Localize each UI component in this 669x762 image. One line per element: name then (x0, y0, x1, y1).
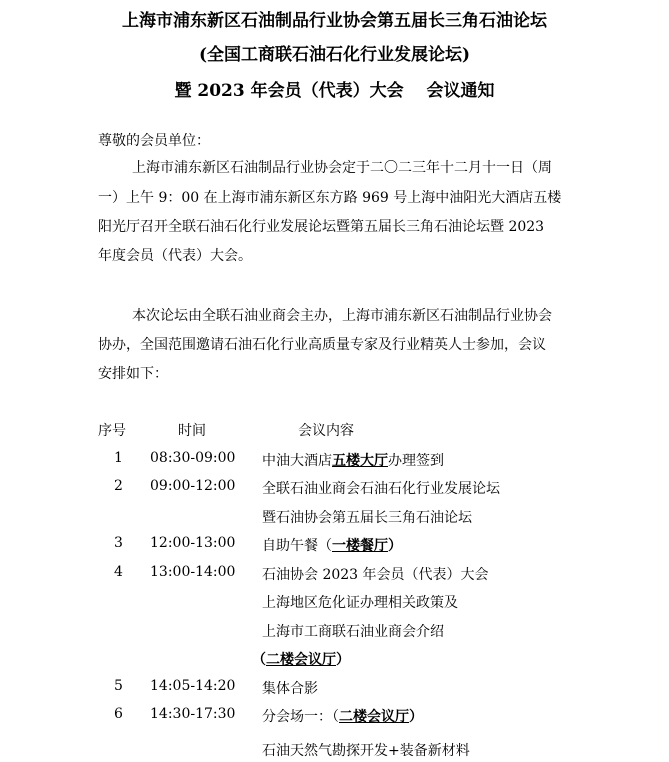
schedule-row6-venue: 二楼会议厅 (339, 709, 409, 725)
schedule-row1-post: 办理签到 (388, 453, 444, 469)
schedule-row4-venue-pre: （ (252, 652, 266, 668)
schedule-row4-venue-post: ） (336, 652, 350, 668)
schedule-header-content: 会议内容 (298, 423, 354, 439)
schedule-header-time: 时间 (178, 423, 206, 439)
schedule-row4-line1: 石油协会 2023 年会员（代表）大会 (262, 567, 489, 583)
schedule-row6-no: 6 (114, 706, 123, 722)
schedule-row6-line2: 石油天然气勘探开发+装备新材料 (262, 743, 470, 759)
paragraph1-line1: 上海市浦东新区石油制品行业协会定于二〇二三年十二月十一日（周 (132, 160, 552, 176)
schedule-row6-post: ） (409, 709, 423, 725)
notice-title-line1: 上海市浦东新区石油制品行业协会第五届长三角石油论坛 (122, 11, 547, 31)
schedule-row6-content (262, 706, 423, 726)
schedule-row4-line2: 上海地区危化证办理相关政策及 (262, 595, 458, 611)
schedule-header-no: 序号 (98, 423, 126, 439)
schedule-row4-venue: 二楼会议厅 (266, 652, 336, 668)
schedule-row1-time: 08:30-09:00 (150, 450, 236, 466)
paragraph1-line4: 年度会员（代表）大会。 (98, 248, 252, 264)
schedule-row1-pre: 中油大酒店 (262, 453, 332, 469)
paragraph2-line2: 协办，全国范围邀请石油石化行业高质量专家及行业精英人士参加，会议 (98, 337, 546, 353)
schedule-row5-no: 5 (114, 678, 123, 694)
schedule-row4-line3: 上海市工商联石油业商会介绍 (262, 624, 444, 640)
schedule-row4-venue-line (252, 649, 350, 669)
schedule-row3-venue: 一楼餐厅 (332, 538, 388, 554)
schedule-row2-line2: 暨石油协会第五届长三角石油论坛 (262, 510, 472, 526)
schedule-row2-time: 09:00-12:00 (150, 478, 236, 494)
paragraph1-line3: 阳光厅召开全联石油石化行业发展论坛暨第五届长三角石油论坛暨 2023 (98, 219, 545, 235)
schedule-row2-no: 2 (114, 478, 123, 494)
salutation: 尊敬的会员单位： (98, 133, 210, 149)
schedule-row1-content (262, 450, 444, 470)
schedule-row3-pre: 自助午餐（ (262, 538, 332, 554)
schedule-row1-no: 1 (114, 450, 123, 466)
schedule-row2-line1: 全联石油业商会石油石化行业发展论坛 (262, 481, 500, 497)
notice-title-line3: 暨 2023 年会员（代表）大会 会议通知 (174, 81, 495, 101)
schedule-row3-time: 12:00-13:00 (150, 535, 236, 551)
paragraph2-line3: 安排如下： (98, 366, 168, 382)
paragraph1-line2: 一）上午 9：00 在上海市浦东新区东方路 969 号上海中油阳光大酒店五楼 (98, 190, 562, 206)
schedule-row4-time: 13:00-14:00 (150, 564, 236, 580)
schedule-row1-venue: 五楼大厅 (332, 453, 388, 469)
schedule-row6-pre: 分会场一：（ (262, 709, 339, 725)
schedule-row4-no: 4 (114, 564, 123, 580)
paragraph2-line1: 本次论坛由全联石油业商会主办，上海市浦东新区石油制品行业协会 (132, 308, 552, 324)
schedule-row5-content: 集体合影 (262, 681, 318, 697)
schedule-row6-time: 14:30-17:30 (150, 706, 236, 722)
schedule-row3-no: 3 (114, 535, 123, 551)
notice-title-line2: (全国工商联石油石化行业发展论坛) (198, 45, 471, 65)
schedule-row3-post: ） (388, 538, 402, 554)
schedule-row5-time: 14:05-14:20 (150, 678, 236, 694)
schedule-row3-content (262, 535, 402, 555)
